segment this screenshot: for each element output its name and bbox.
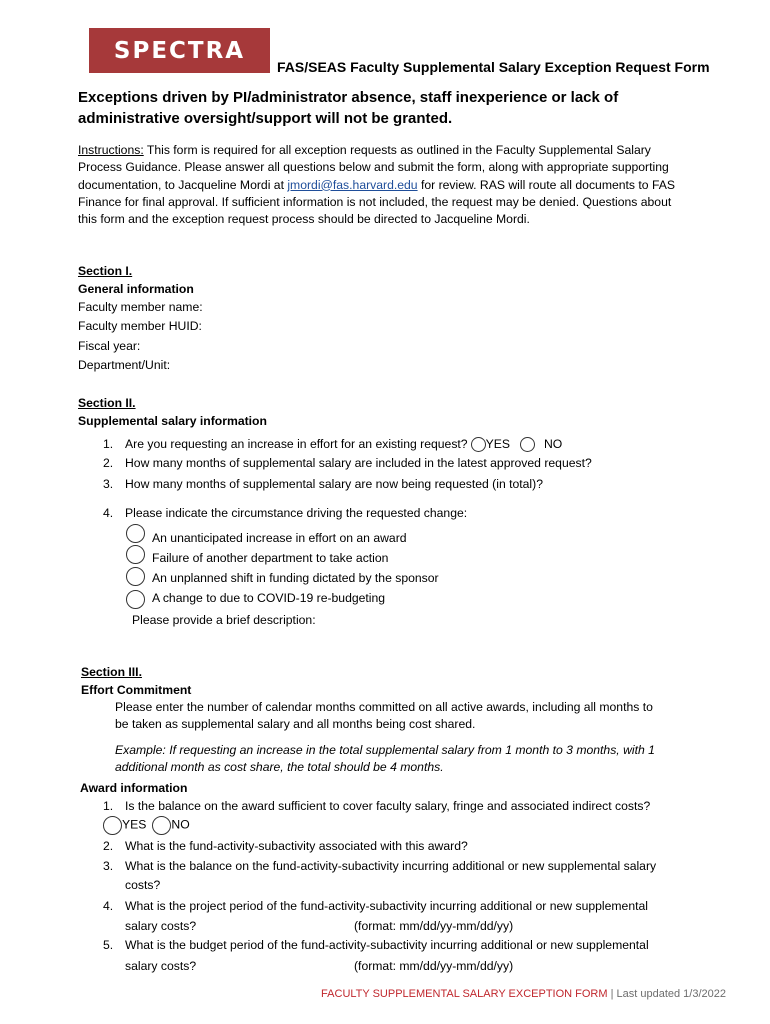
question-1-text: Are you requesting an increase in effort for an existing request? (125, 437, 468, 451)
field-fiscal-year: Fiscal year: (78, 339, 141, 353)
award-question-4-format: (format: mm/dd/yy-mm/dd/yy) (354, 919, 514, 933)
question-3 (103, 476, 543, 493)
brief-description-prompt: Please provide a brief description: (132, 613, 316, 627)
award-question-2-number: 2. (103, 839, 114, 853)
section3-heading: Section III. (81, 665, 142, 679)
circumstance-option-4: A change to due to COVID-19 re-budgeting (152, 591, 386, 605)
circumstance-radio-1[interactable] (126, 524, 145, 543)
question-3-text: How many months of supplemental salary are now being requested (in total)? (125, 477, 543, 491)
award-question-5-number: 5. (103, 938, 114, 952)
award-question-4-number: 4. (103, 899, 114, 913)
example-line2: additional month as cost share, the total should be 4 months. (115, 760, 444, 774)
question-1-number: 1. (103, 437, 114, 451)
spectra-logo: SPECTRA (89, 28, 270, 73)
award-yes-radio-button[interactable] (103, 816, 122, 835)
section1-subheading: General information (78, 282, 194, 296)
instructions-text-2: for review. RAS will route all documents to FAS Finance for final approval. If sufficient information is not included, the request may be denied. Questions about this form and the exception request process should be directed to Jacqueline Mordi. (78, 177, 675, 227)
award-question-3-text: What is the balance on the fund-activity-subactivity incurring additional or new supplemental salary (125, 859, 657, 873)
footer-updated: Last updated 1/3/2022 (616, 988, 726, 1000)
example-line1: Example: If requesting an increase in the total supplemental salary from 1 month to 3 months, with 1 (115, 743, 655, 757)
award-question-4-line2: salary costs? (125, 919, 197, 933)
award-question-4 (103, 898, 648, 915)
footer-title: FACULTY SUPPLEMENTAL SALARY EXCEPTION FORM (321, 988, 608, 1000)
circumstance-radio-3[interactable] (126, 567, 145, 586)
award-question-3-number: 3. (103, 859, 114, 873)
no-radio-button[interactable] (520, 437, 535, 452)
award-question-5-line2: salary costs? (125, 959, 197, 973)
question-2 (103, 455, 592, 472)
award-question-3 (103, 858, 656, 875)
award-no-radio-button[interactable] (152, 816, 171, 835)
award-information-heading: Award information (80, 781, 188, 795)
question-1 (103, 436, 562, 453)
field-faculty-name: Faculty member name: (78, 300, 203, 314)
award-yes-label: YES (122, 817, 147, 832)
question-4 (103, 505, 467, 522)
circumstance-option-1: An unanticipated increase in effort on an award (152, 531, 407, 545)
form-title: FAS/SEAS Faculty Supplemental Salary Exception Request Form (277, 59, 710, 75)
award-question-1-options (103, 816, 190, 835)
question-2-text: How many months of supplemental salary are included in the latest approved request? (125, 456, 592, 470)
award-question-5 (103, 937, 649, 954)
question-4-number: 4. (103, 506, 114, 520)
section2-heading: Section II. (78, 396, 136, 410)
award-no-label: NO (171, 817, 190, 832)
instructions-text-1: This form is required for all exception requests as outlined in the Faculty Supplemental Salary Process Guidance. Please answer all questions below and submit the form, along with appropriate supporting documentation, to Jacqueline Mordi at (78, 143, 669, 192)
no-label: NO (543, 437, 563, 451)
instructions-label: Instructions: (78, 143, 144, 157)
award-question-2-text: What is the fund-activity-subactivity associated with this award? (125, 839, 468, 853)
footer-separator: | (607, 988, 617, 1000)
award-question-4-text: What is the project period of the fund-activity-subactivity incurring additional or new supplemental (125, 899, 648, 913)
circumstance-radio-4[interactable] (126, 590, 145, 609)
warning-statement: Exceptions driven by PI/administrator absence, staff inexperience or lack of administrative oversight/support will not be granted. (78, 89, 619, 127)
award-question-5-format: (format: mm/dd/yy-mm/dd/yy) (354, 959, 514, 973)
award-question-2 (103, 838, 468, 855)
effort-paragraph-line2: be taken as supplemental salary and all months being cost shared. (115, 717, 476, 731)
section2-subheading: Supplemental salary information (78, 414, 267, 428)
yes-radio-button[interactable] (471, 437, 486, 452)
circumstance-option-2: Failure of another department to take action (152, 551, 389, 565)
award-question-3-line2: costs? (125, 878, 161, 892)
award-question-5-text: What is the budget period of the fund-activity-subactivity incurring additional or new supplemental (125, 938, 649, 952)
field-department: Department/Unit: (78, 358, 171, 372)
award-question-1 (103, 798, 650, 815)
question-3-number: 3. (103, 477, 114, 491)
question-4-text: Please indicate the circumstance driving the requested change: (125, 506, 468, 520)
yes-label: YES (485, 437, 510, 451)
award-question-1-text: Is the balance on the award sufficient to cover faculty salary, fringe and associated indirect costs? (125, 799, 651, 813)
page-footer (321, 988, 726, 1000)
instructions-paragraph (78, 142, 693, 228)
section1-heading: Section I. (78, 264, 133, 278)
award-question-1-number: 1. (103, 799, 114, 813)
field-faculty-huid: Faculty member HUID: (78, 319, 202, 333)
email-link[interactable]: jmordi@fas.harvard.edu (287, 177, 418, 192)
question-2-number: 2. (103, 456, 114, 470)
effort-paragraph-line1: Please enter the number of calendar months committed on all active awards, including all months to (115, 700, 653, 714)
section3-subheading: Effort Commitment (81, 683, 192, 697)
circumstance-radio-2[interactable] (126, 545, 145, 564)
circumstance-option-3: An unplanned shift in funding dictated by the sponsor (152, 571, 439, 585)
